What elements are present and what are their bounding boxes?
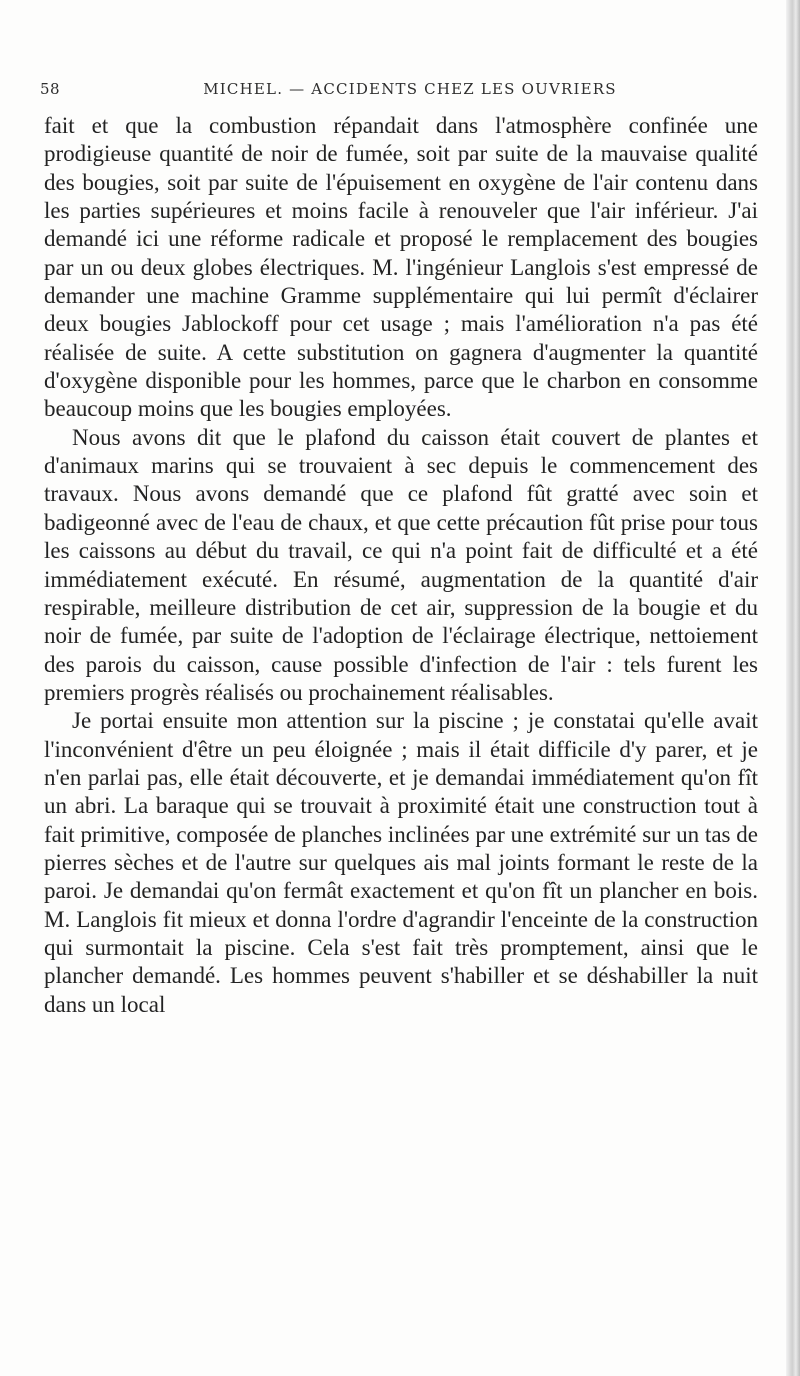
paragraph-piscine: Je portai ensuite mon attention sur la piscine ; je constatai qu'elle avait l'inconvénient d'être un peu éloignée ; mais il était difficile d'y parer, et je n'en parlai pas, elle était découverte, et je demandai immédiatement qu'on fît un abri. La baraque qui se trouvait à proximité était une construction tout à fait primitive, composée de planches inclinées par une extrémité sur un tas de pierres sèches et de l'autre sur quelques ais mal joints formant le reste de la paroi. Je demandai qu'on fermât exactement et qu'on fît un plancher en bois. M. Langlois fit mieux et donna l'ordre d'agrandir l'enceinte de la construction qui surmontait la piscine. Cela s'est fait très promptement, ainsi que le plancher demandé. Les hommes peuvent s'habiller et se déshabiller la nuit dans un local <box>44 708 758 1017</box>
page-edge <box>786 0 800 1376</box>
paragraph-caisson-ceiling: Nous avons dit que le plafond du caisson était couvert de plantes et d'animaux marins qui se trouvaient à sec depuis le commencement des travaux. Nous avons demandé que ce plafond fût gratté avec soin et badigeonné avec de l'eau de chaux, et que cette précaution fût prise pour tous les caissons au début du travail, ce qui n'a point fait de difficulté et a été immédiatement exécuté. En résumé, augmentation de la quantité d'air respirable, meilleure distribution de cet air, suppression de la bougie et du noir de fumée, par suite de l'adoption de l'éclairage électrique, nettoiement des parois du caisson, cause possible d'infection de l'air : tels furent les premiers progrès réalisés ou prochainement réalisables. <box>44 424 758 705</box>
page-header <box>40 80 780 106</box>
page-number: 58 <box>40 80 61 98</box>
paragraph-continued: fait et que la combustion répandait dans l'atmosphère confinée une prodigieuse quantité de noir de fumée, soit par suite de la mauvaise qualité des bougies, soit par suite de l'épuisement en oxygène de l'air contenu dans les parties supérieures et moins facile à renouveler que l'air inférieur. J'ai demandé ici une réforme radicale et proposé le remplacement des bougies par un ou deux globes électriques. M. l'ingénieur Langlois s'est empressé de demander une machine Gramme supplémentaire qui lui permît d'éclairer deux bougies Jablockoff pour cet usage ; mais l'amélioration n'a pas été réalisée de suite. A cette substitution on gagnera d'augmenter la quantité d'oxygène disponible pour les hommes, parce que le charbon en consomme beaucoup moins que les bougies employées. <box>44 113 758 422</box>
running-head: MICHEL. — ACCIDENTS CHEZ LES OUVRIERS <box>203 80 617 98</box>
body-text <box>44 112 758 1019</box>
